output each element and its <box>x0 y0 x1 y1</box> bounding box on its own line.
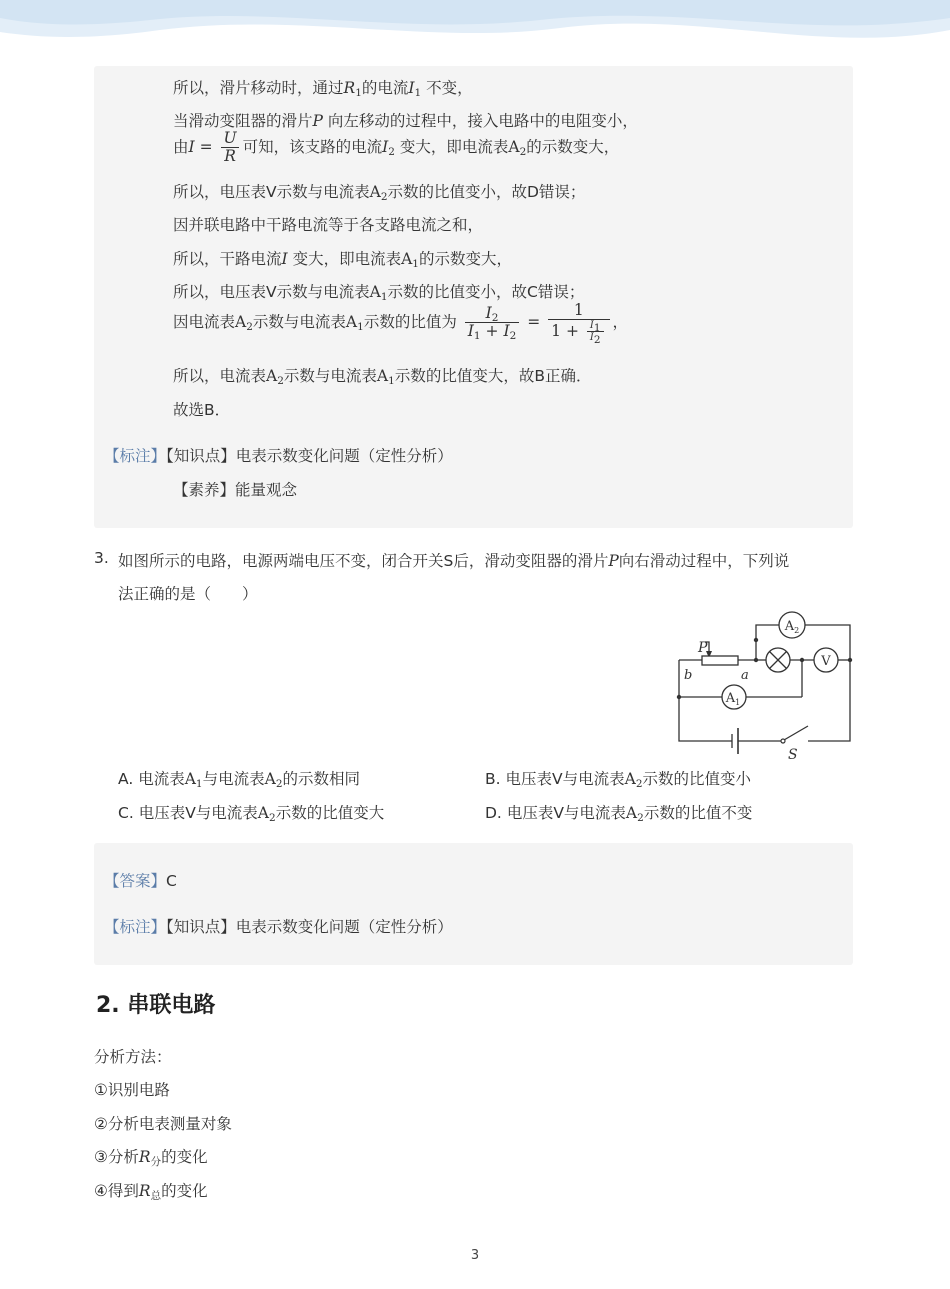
question-text-line-1: 如图所示的电路，电源两端电压不变，闭合开关S后，滑动变阻器的滑片P向右滑动过程中，下列说 <box>118 552 790 570</box>
answer-tag: 【标注】【知识点】电表示数变化问题（定性分析） <box>104 918 453 936</box>
svg-text:b: b <box>684 668 693 683</box>
tag-label: 【标注】 <box>104 918 167 936</box>
solution-line-7: 所以，电压表V示数与电流表$A_1$示数的比值变小，故C错误； <box>173 283 585 303</box>
svg-text:P: P <box>698 640 708 656</box>
solution-line-8: 因电流表$A_2$示数与电流表$A_1$示数的比值为 $\frac{I_2}{I_1 + I_2}$ = 1 1 + $\frac{I_1}{I_2}$ ， <box>173 301 629 347</box>
option-a[interactable]: A. 电流表$A_1$与电流表$A_2$的示数相同 <box>118 770 361 790</box>
svg-text:a: a <box>741 668 749 683</box>
option-c[interactable]: C. 电压表V与电流表$A_2$示数的比值变大 <box>118 804 385 824</box>
option-b[interactable]: B. 电压表V与电流表$A_2$示数的比值变小 <box>485 770 752 790</box>
answer-line <box>104 869 177 891</box>
section-step-1: ①识别电路 <box>94 1081 170 1099</box>
solution-tag: 【标注】【知识点】电表示数变化问题（定性分析） <box>104 447 453 465</box>
circuit-diagram <box>672 604 862 764</box>
ratio-fraction-2: 1 1 + $\frac{I_1}{I_2}$ <box>548 302 609 343</box>
section-intro: 分析方法： <box>94 1048 172 1066</box>
question-number: 3. <box>94 549 109 567</box>
svg-text:S: S <box>788 747 798 763</box>
svg-text:A1: $A_1$ <box>725 691 741 707</box>
answer-box <box>94 843 853 965</box>
solution-line-9: 所以，电流表$A_2$示数与电流表$A_1$示数的比值变大，故B正确． <box>173 367 592 387</box>
solution-line-5: 因并联电路中干路电流等于各支路电流之和， <box>173 216 484 234</box>
page-number: 3 <box>470 1248 480 1263</box>
solution-tag-2: 【素养】能量观念 <box>173 481 298 499</box>
solution-box <box>94 66 853 528</box>
header-wave-decoration <box>0 0 950 70</box>
section-step-3: ③分析$R_分$的变化 <box>94 1148 208 1168</box>
tag-label: 【标注】 <box>104 447 167 465</box>
ratio-inner-fraction: $\frac{I_1}{I_2}$ <box>587 320 604 343</box>
solution-line-2: 当滑动变阻器的滑片P 向左移动的过程中，接入电路中的电阻变小， <box>173 112 638 130</box>
section-step-4: ④得到$R_总$的变化 <box>94 1182 208 1202</box>
solution-line-4: 所以，电压表V示数与电流表$A_2$示数的比值变小，故D错误； <box>173 183 586 203</box>
ohms-law-fraction: $\frac{U}{R}$ <box>221 130 240 165</box>
svg-text:V: V <box>821 654 831 669</box>
option-d[interactable]: D. 电压表V与电流表$A_2$示数的比值不变 <box>485 804 753 824</box>
section-title: 2. 串联电路 <box>96 993 216 1018</box>
answer-value: C <box>166 872 177 890</box>
answer-label: 【答案】 <box>104 872 167 890</box>
svg-text:A2: $A_2$ <box>784 619 800 635</box>
solution-line-1: 所以，滑片移动时，通过$R_1$的电流$I_1$ 不变， <box>173 79 473 99</box>
solution-line-6: 所以，干路电流I 变大，即电流表$A_1$的示数变大， <box>173 250 512 270</box>
section-step-2: ②分析电表测量对象 <box>94 1115 232 1133</box>
question-text-line-2: 法正确的是（ ） <box>118 585 258 603</box>
solution-line-3: 由I = $\frac{U}{R}$ 可知，该支路的电流$I_2$ 变大，即电流表$A_2$的示数变大， <box>173 129 620 166</box>
ratio-fraction-1: $\frac{I_2}{I_1 + I_2}$ <box>465 305 520 340</box>
solution-line-10: 故选B． <box>173 401 231 419</box>
